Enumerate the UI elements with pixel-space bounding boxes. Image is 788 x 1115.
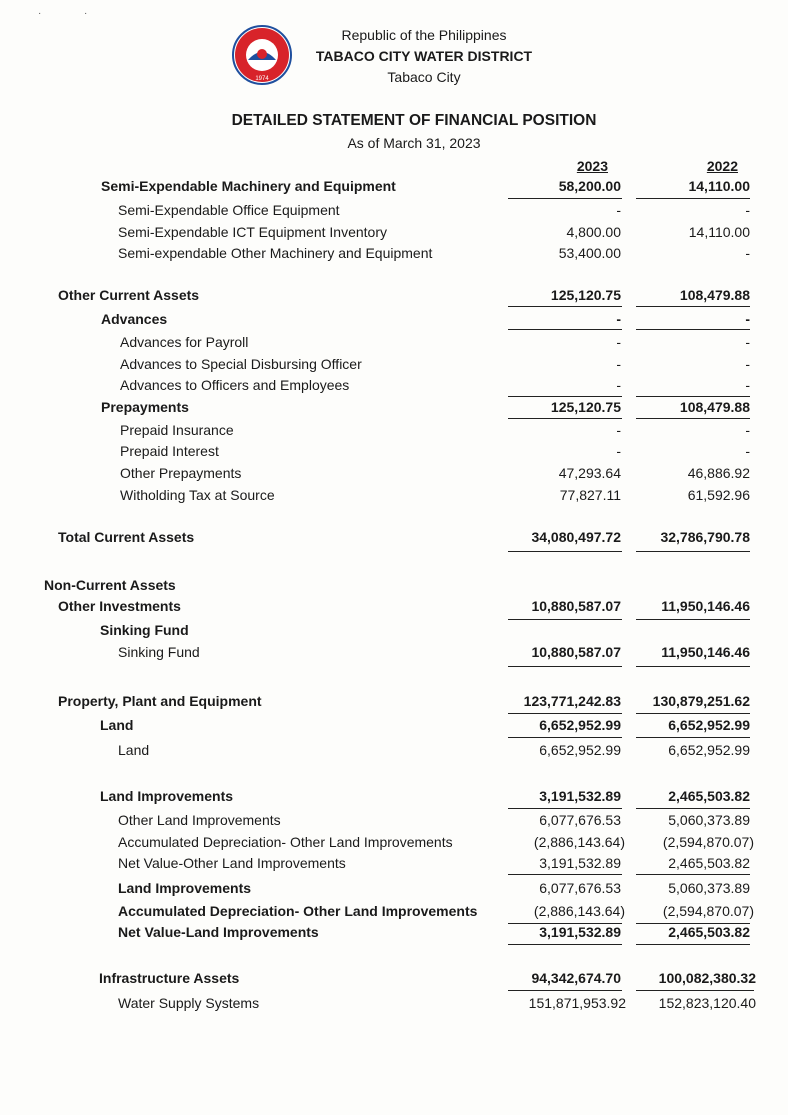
table-row: [0, 810, 788, 830]
row-label: Semi-expendable Other Machinery and Equipment: [118, 245, 433, 261]
value-2023: -: [616, 422, 621, 438]
value-2022: 5,060,373.89: [668, 812, 750, 828]
row-label: Other Current Assets: [58, 287, 200, 303]
underline: [636, 944, 750, 945]
table-row: [0, 993, 788, 1013]
row-label: Prepaid Insurance: [120, 422, 234, 438]
statement-title: DETAILED STATEMENT OF FINANCIAL POSITION: [231, 112, 597, 129]
table-row: [0, 853, 788, 873]
row-label: Total Current Assets: [58, 529, 195, 545]
value-2022: 2,465,503.82: [668, 855, 750, 871]
value-2023: 53,400.00: [558, 245, 621, 261]
underline: [508, 418, 622, 419]
row-label: Sinking Fund: [100, 622, 189, 638]
value-2022: (2,594,870.07): [662, 903, 754, 919]
value-2023: 123,771,242.83: [523, 693, 621, 709]
district-name: TABACO CITY WATER DISTRICT: [315, 48, 533, 64]
underline: [508, 808, 622, 809]
row-label: Sinking Fund: [118, 644, 200, 660]
row-label: Prepayments: [101, 399, 189, 415]
value-2023: (2,886,143.64): [533, 903, 625, 919]
value-2023: 3,191,532.89: [539, 788, 621, 804]
underline: [508, 198, 622, 199]
table-row: [0, 309, 788, 329]
table-row: [0, 740, 788, 760]
value-2023: 6,077,676.53: [539, 880, 621, 896]
value-2023: 10,880,587.07: [531, 598, 621, 614]
column-2023: 2023: [576, 158, 608, 174]
value-2023: 58,200.00: [558, 178, 621, 194]
table-row: [0, 527, 788, 547]
value-2022: 11,950,146.46: [661, 644, 750, 660]
row-label: Net Value-Other Land Improvements: [118, 855, 346, 871]
value-2022: -: [745, 443, 750, 459]
underline: [636, 198, 750, 199]
row-label: Non-Current Assets: [44, 577, 176, 593]
svg-text:1974: 1974: [255, 76, 269, 82]
column-headers: [0, 156, 788, 176]
underline: [636, 418, 750, 419]
value-2022: 32,786,790.78: [660, 529, 750, 545]
table-row: [0, 575, 788, 595]
table-row: [0, 715, 788, 735]
table-row: [0, 441, 788, 461]
row-label: Land: [100, 717, 134, 733]
row-label: Water Supply Systems: [118, 995, 260, 1011]
table-row: [0, 176, 788, 196]
value-2022: 6,652,952.99: [668, 717, 750, 733]
table-row: [0, 485, 788, 505]
underline: [508, 990, 622, 991]
table-row: [0, 878, 788, 898]
value-2022: 108,479.88: [679, 399, 750, 415]
underline: [508, 306, 622, 307]
row-label: Land Improvements: [118, 880, 252, 896]
row-label: Accumulated Depreciation- Other Land Improvements: [118, 903, 478, 919]
underline: [636, 666, 750, 667]
value-2023: 125,120.75: [550, 287, 621, 303]
underline: [508, 551, 622, 552]
value-2022: 61,592.96: [687, 487, 750, 503]
table-row: [0, 901, 788, 921]
value-2022: -: [745, 245, 750, 261]
underline: [508, 874, 622, 875]
row-label: Other Prepayments: [120, 465, 242, 481]
table-row: [0, 832, 788, 852]
row-label: Witholding Tax at Source: [120, 487, 275, 503]
value-2022: 2,465,503.82: [668, 924, 750, 940]
underline: [636, 737, 750, 738]
row-label: Advances to Special Disbursing Officer: [120, 356, 362, 372]
row-label: Semi-Expendable Machinery and Equipment: [101, 178, 396, 194]
value-2023: 10,880,587.07: [531, 644, 621, 660]
table-row: [0, 420, 788, 440]
table-row: [0, 922, 788, 942]
value-2023: 6,652,952.99: [539, 742, 621, 758]
value-2023: -: [616, 202, 621, 218]
value-2022: 46,886.92: [687, 465, 750, 481]
row-label: Accumulated Depreciation- Other Land Improvements: [118, 834, 453, 850]
table-row: [0, 786, 788, 806]
row-label: Land: [118, 742, 150, 758]
value-2022: 152,823,120.40: [658, 995, 756, 1011]
table-row: [0, 200, 788, 220]
table-row: [0, 285, 788, 305]
city-line: Tabaco City: [387, 69, 461, 85]
value-2022: -: [745, 422, 750, 438]
underline: [636, 306, 750, 307]
value-2023: -: [616, 443, 621, 459]
value-2022: 11,950,146.46: [661, 598, 750, 614]
value-2023: 151,871,953.92: [528, 995, 626, 1011]
underline: [636, 713, 750, 714]
value-2023: -: [616, 334, 621, 350]
row-label: Property, Plant and Equipment: [58, 693, 262, 709]
value-2022: 6,652,952.99: [668, 742, 750, 758]
value-2023: 3,191,532.89: [539, 855, 621, 871]
value-2022: -: [745, 356, 750, 372]
underline: [508, 737, 622, 738]
value-2023: 47,293.64: [558, 465, 621, 481]
underline: [508, 713, 622, 714]
table-row: [0, 642, 788, 662]
value-2023: 6,652,952.99: [539, 717, 621, 733]
underline: [636, 329, 750, 330]
column-2022: 2022: [706, 158, 738, 174]
table-row: [0, 620, 788, 640]
value-2022: 14,110.00: [688, 178, 750, 194]
value-2023: -: [616, 311, 621, 327]
value-2022: -: [745, 377, 750, 393]
row-label: Advances to Officers and Employees: [120, 377, 350, 393]
scan-mark: ·: [84, 8, 88, 19]
table-row: [0, 243, 788, 263]
value-2023: 125,120.75: [550, 399, 621, 415]
value-2023: (2,886,143.64): [533, 834, 625, 850]
row-label: Other Land Improvements: [118, 812, 281, 828]
value-2023: 34,080,497.72: [531, 529, 621, 545]
value-2022: 5,060,373.89: [668, 880, 750, 896]
value-2022: 2,465,503.82: [668, 788, 750, 804]
value-2022: 100,082,380.32: [658, 970, 756, 986]
underline: [636, 808, 750, 809]
row-label: Semi-Expendable ICT Equipment Inventory: [118, 224, 387, 240]
row-label: Advances: [101, 311, 168, 327]
row-label: Advances for Payroll: [120, 334, 249, 350]
value-2023: 77,827.11: [559, 487, 621, 503]
republic-line: Republic of the Philippines: [341, 27, 507, 43]
underline: [508, 944, 622, 945]
table-row: [0, 332, 788, 352]
value-2023: 3,191,532.89: [539, 924, 621, 940]
table-row: [0, 397, 788, 417]
underline: [636, 874, 750, 875]
row-label: Land Improvements: [100, 788, 234, 804]
value-2023: 6,077,676.53: [539, 812, 621, 828]
value-2022: -: [745, 311, 750, 327]
table-row: [0, 463, 788, 483]
underline: [636, 990, 754, 991]
row-label: Net Value-Land Improvements: [118, 924, 319, 940]
table-row: [0, 375, 788, 395]
underline: [508, 329, 622, 330]
value-2023: 4,800.00: [566, 224, 621, 240]
value-2022: (2,594,870.07): [662, 834, 754, 850]
table-row: [0, 968, 788, 988]
value-2023: -: [616, 356, 621, 372]
row-label: Other Investments: [58, 598, 181, 614]
value-2023: 94,342,674.70: [531, 970, 621, 986]
row-label: Semi-Expendable Office Equipment: [118, 202, 340, 218]
value-2022: 130,879,251.62: [652, 693, 750, 709]
row-label: Infrastructure Assets: [99, 970, 240, 986]
row-label: Prepaid Interest: [120, 443, 219, 459]
table-row: [0, 354, 788, 374]
value-2023: -: [616, 377, 621, 393]
table-row: [0, 596, 788, 616]
statement-date: As of March 31, 2023: [347, 135, 481, 151]
value-2022: -: [745, 202, 750, 218]
value-2022: 108,479.88: [679, 287, 750, 303]
table-row: [0, 691, 788, 711]
table-row: [0, 222, 788, 242]
value-2022: -: [745, 334, 750, 350]
underline: [508, 666, 622, 667]
scan-mark: ·: [38, 8, 42, 19]
underline: [636, 551, 750, 552]
value-2022: 14,110.00: [688, 224, 750, 240]
